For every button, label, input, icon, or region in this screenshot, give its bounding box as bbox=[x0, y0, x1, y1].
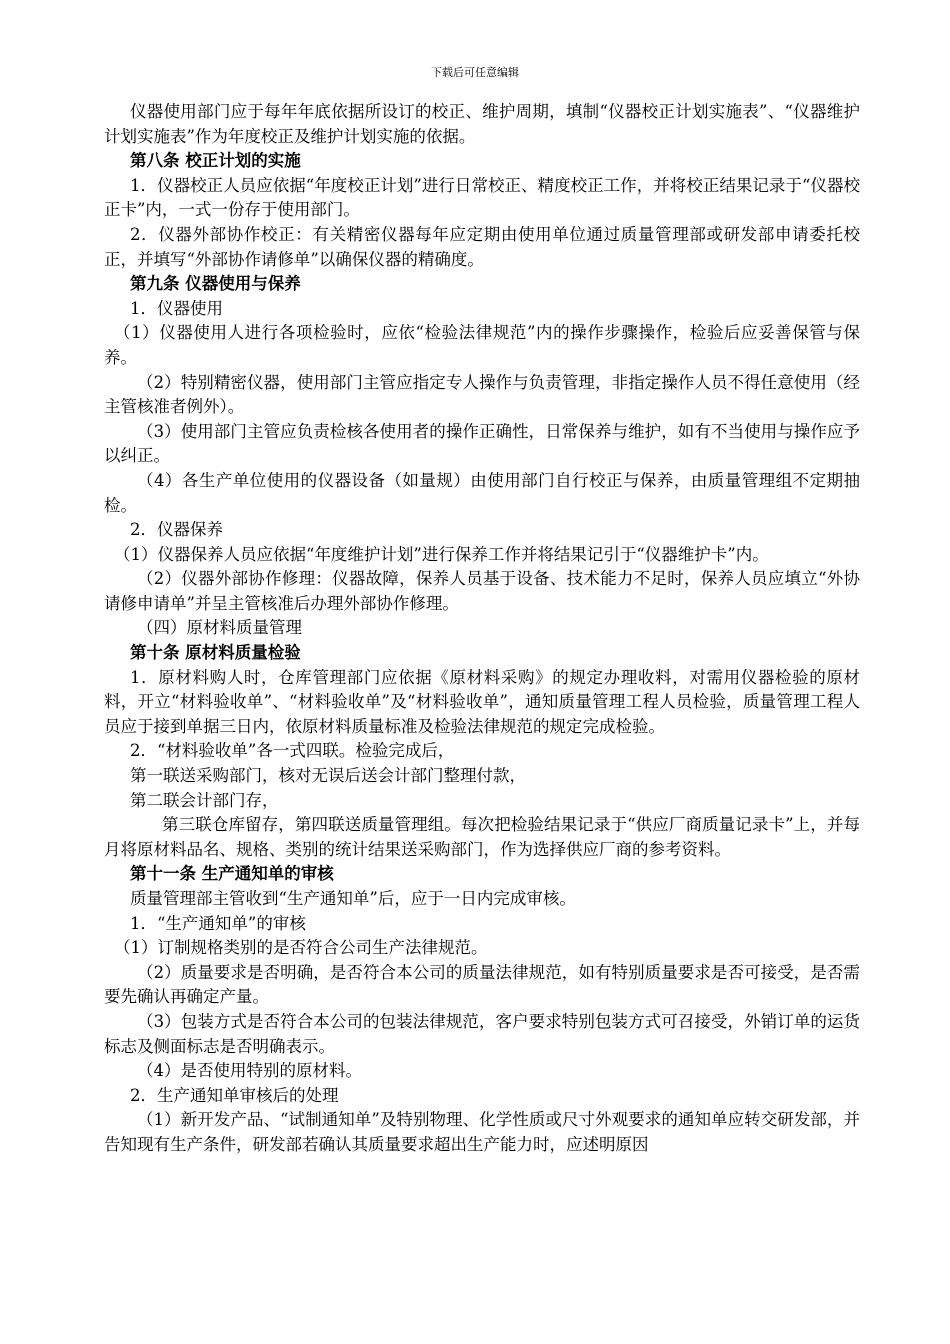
article-heading: 第八条 校正计划的实施 bbox=[130, 151, 301, 171]
paragraph: 第二联会计部门存， bbox=[130, 790, 279, 810]
paragraph: 质量管理部主管收到“生产通知单”后，应于一日内完成审核。 bbox=[130, 889, 576, 908]
paragraph: 1．“生产通知单”的审核 bbox=[130, 913, 306, 933]
paragraph: （4）是否使用特别的原材料。 bbox=[137, 1061, 362, 1081]
paragraph: 1．原材料购人时，仓库管理部门应依据《原材料采购》的规定办理收料，对需用仪器检验的原材料，开立“材料验收单”、“材料验收单”及“材料验收单”，通知质量管理工程人员检验，质量管理工程人员应于接到单据三日内，依原材料质量标准及检验法律规范的规定完成检验。 bbox=[104, 667, 860, 736]
paragraph: 2．生产通知单审核后的处理 bbox=[130, 1085, 339, 1105]
paragraph: 2．仪器外部协作校正：有关精密仪器每年应定期由使用单位通过质量管理部或研发部申请委托校正，并填写“外部协作请修单”以确保仪器的精确度。 bbox=[104, 224, 860, 269]
paragraph: （1）仪器使用人进行各项检验时，应依“检验法律规范”内的操作步骤操作，检验后应妥善保管与保养。 bbox=[104, 323, 860, 367]
paragraph: （2）仪器外部协作修理：仪器故障，保养人员基于设备、技术能力不足时，保养人员应填立“外协请修申请单”并呈主管核准后办理外部协作修理。 bbox=[104, 569, 860, 613]
article-heading: 第九条 仪器使用与保养 bbox=[130, 274, 301, 294]
paragraph: （1）订制规格类别的是否符合公司生产法律规范。 bbox=[114, 938, 488, 958]
page-header: 下载后可任意编辑 bbox=[431, 66, 519, 79]
paragraph: （四）原材料质量管理 bbox=[137, 618, 302, 638]
paragraph: 第三联仓库留存，第四联送质量管理组。每次把检验结果记录于“供应厂商质量记录卡”上，并每月将原材料品名、规格、类别的统计结果送采购部门，作为选择供应厂商的参考资料。 bbox=[104, 815, 860, 859]
document-body bbox=[104, 100, 860, 1158]
paragraph: （2）质量要求是否明确，是否符合本公司的质量法律规范，如有特别质量要求是否可接受，是否需要先确认再确定产量。 bbox=[104, 962, 860, 1007]
paragraph: （4）各生产单位使用的仪器设备（如量规）由使用部门自行校正与保养，由质量管理组不定期抽检。 bbox=[104, 470, 860, 515]
paragraph: 2．“材料验收单”各一式四联。检验完成后， bbox=[130, 741, 455, 761]
paragraph: 仪器使用部门应于每年年底依据所设订的校正、维护周期，填制“仪器校正计划实施表”、“仪器维护计划实施表”作为年度校正及维护计划实施的依据。 bbox=[104, 102, 860, 146]
paragraph: （2）特别精密仪器，使用部门主管应指定专人操作与负责管理，非指定操作人员不得任意使用（经主管核准者例外）。 bbox=[104, 372, 860, 417]
paragraph: 1．仪器使用 bbox=[130, 298, 223, 318]
article-heading: 第十条 原材料质量检验 bbox=[130, 643, 301, 663]
article-heading: 第十一条 生产通知单的审核 bbox=[130, 864, 334, 884]
paragraph: （1）新开发产品、“试制通知单”及特别物理、化学性质或尺寸外观要求的通知单应转交研发部，并告知现有生产条件，研发部若确认其质量要求超出生产能力时，应述明原因 bbox=[104, 1110, 860, 1154]
paragraph: （3）使用部门主管应负责检核各使用者的操作正确性，日常保养与维护，如有不当使用与操作应予以纠正。 bbox=[104, 421, 860, 466]
paragraph: 第一联送采购部门，核对无误后送会计部门整理付款， bbox=[130, 766, 526, 786]
paragraph: 2．仪器保养 bbox=[130, 520, 223, 540]
paragraph: 1．仪器校正人员应依据“年度校正计划”进行日常校正、精度校正工作，并将校正结果记录于“仪器校正卡”内，一式一份存于使用部门。 bbox=[104, 175, 860, 220]
paragraph: （1）仪器保养人员应依据“年度维护计划”进行保养工作并将结果记引于“仪器维护卡”内。 bbox=[114, 544, 769, 564]
paragraph: （3）包装方式是否符合本公司的包装法律规范，客户要求特别包装方式可召接受，外销订单的运货标志及侧面标志是否明确表示。 bbox=[104, 1011, 860, 1056]
